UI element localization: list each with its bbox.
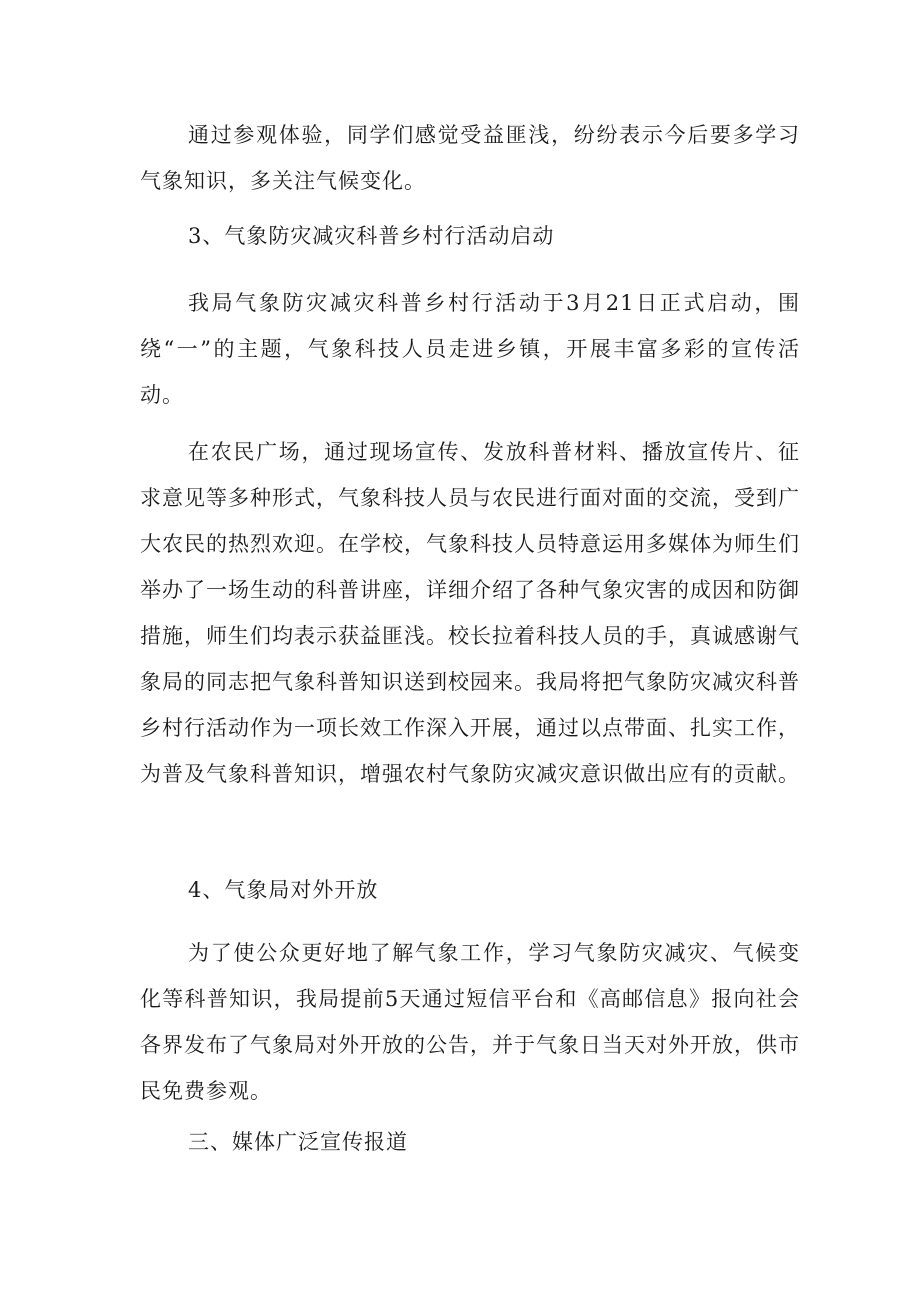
paragraph-visit-feedback: 通过参观体验，同学们感觉受益匪浅，纷纷表示今后要多学习气象知识，多关注气候变化。	[140, 123, 800, 193]
paragraph-rural-activity-launch: 我局气象防灾减灾科普乡村行活动于3月21日正式启动，围绕“一”的主题，气象科技人员走进乡镇，开展丰富多彩的宣传活动。	[140, 291, 800, 407]
heading-media-coverage: 三、媒体广泛宣传报道	[188, 1130, 408, 1154]
heading-rural-activity: 3、气象防灾减灾科普乡村行活动启动	[188, 224, 555, 248]
paragraph-open-day: 为了使公众更好地了解气象工作，学习气象防灾减灾、气候变化等科普知识，我局提前5天通过短信平台和《高邮信息》报向社会各界发布了气象局对外开放的公告，并于气象日当天对外开放，供市民免费参观。	[140, 941, 800, 1103]
heading-open-day: 4、气象局对外开放	[188, 878, 379, 902]
paragraph-farmers-square: 在农民广场，通过现场宣传、发放科普材料、播放宣传片、征求意见等多种形式，气象科技人员与农民进行面对面的交流，受到广大农民的热烈欢迎。在学校，气象科技人员特意运用多媒体为师生们举办了一场生动的科普讲座，详细介绍了各种气象灾害的成因和防御措施，师生们均表示获益匪浅。校长拉着科技人员的手，真诚感谢气象局的同志把气象科普知识送到校园来。我局将把气象防灾减灾科普乡村行活动作为一项长效工作深入开展，通过以点带面、扎实工作，为普及气象科普知识，增强农村气象防灾减灾意识做出应有的贡献。	[140, 440, 800, 786]
